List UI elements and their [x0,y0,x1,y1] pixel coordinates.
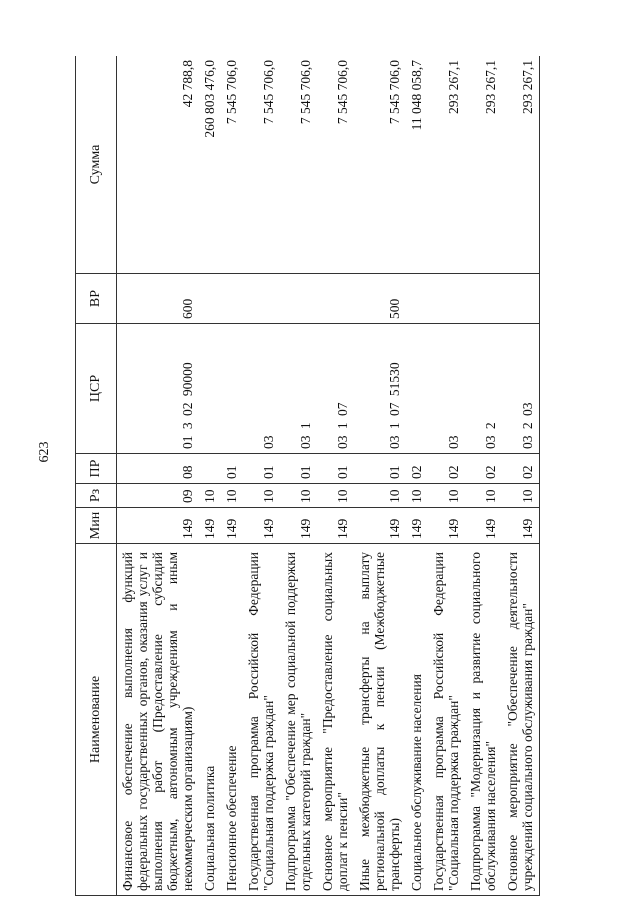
cell-vr [428,274,465,324]
cell-rz: 10 [317,484,354,508]
cell-name: Подпрограмма "Обеспечение мер социальной поддержки отдельных категорий граждан" [280,544,317,896]
cell-sum: 7 545 706,0 [317,56,354,274]
cell-min: 149 [221,508,243,544]
cell-name: Основное мероприятие "Обеспечение деятельности учреждений социального обслуживания граждан" [502,544,540,896]
table-header-row [76,56,117,896]
cell-pr: 02 [465,454,502,484]
cell-csr [199,324,221,454]
cell-vr [221,274,243,324]
cell-vr [406,274,428,324]
cell-csr: 03 1 07 [317,324,354,454]
cell-min: 149 [502,508,540,544]
table-row [465,56,502,896]
cell-vr: 600 [117,274,200,324]
cell-rz: 10 [280,484,317,508]
table-body [117,56,540,896]
cell-rz: 10 [428,484,465,508]
cell-rz: 10 [406,484,428,508]
cell-name: Социальное обслуживание населения [406,544,428,896]
cell-pr: 01 [243,454,280,484]
cell-min: 149 [428,508,465,544]
rotated-page [75,56,585,896]
cell-pr: 08 [117,454,200,484]
table-row [317,56,354,896]
cell-name: Подпрограмма "Модернизация и развитие социального обслуживания населения" [465,544,502,896]
cell-vr [317,274,354,324]
cell-rz: 10 [354,484,406,508]
cell-sum: 42 788,8 [117,56,200,274]
cell-vr [199,274,221,324]
cell-min: 149 [280,508,317,544]
header-vr: ВР [76,274,117,324]
cell-min: 149 [243,508,280,544]
cell-vr [502,274,540,324]
cell-pr: 01 [354,454,406,484]
table-row [243,56,280,896]
cell-min: 149 [317,508,354,544]
cell-rz: 09 [117,484,200,508]
cell-name: Иные межбюджетные трансферты на выплату региональной доплаты к пенсии (Межбюджетные трансферты) [354,544,406,896]
cell-sum: 7 545 706,0 [243,56,280,274]
cell-name: Государственная программа Российской Федерации "Социальная поддержка граждан" [243,544,280,896]
cell-name: Финансовое обеспечение выполнения функций федеральных государственных органов, оказания услуг и выполнения работ (Предоставление субсидий бюджетным, автономным учреждениям и иным некоммерческим организациям) [117,544,200,896]
page-number: 623 [37,441,52,463]
table-row [221,56,243,896]
cell-name: Пенсионное обеспечение [221,544,243,896]
table-row [199,56,221,896]
cell-csr: 03 [243,324,280,454]
cell-pr: 01 [280,454,317,484]
table-row [406,56,428,896]
cell-sum: 11 048 058,7 [406,56,428,274]
cell-sum: 293 267,1 [465,56,502,274]
cell-csr: 03 1 [280,324,317,454]
cell-name: Социальная политика [199,544,221,896]
cell-csr: 01 3 02 90000 [117,324,200,454]
cell-csr: 03 [428,324,465,454]
header-min: Мин [76,508,117,544]
cell-pr: 02 [502,454,540,484]
cell-rz: 10 [243,484,280,508]
cell-pr [199,454,221,484]
cell-rz: 10 [221,484,243,508]
cell-rz: 10 [199,484,221,508]
cell-sum: 7 545 706,0 [354,56,406,274]
cell-sum: 7 545 706,0 [221,56,243,274]
table-row [428,56,465,896]
table-row [117,56,200,896]
table-row [354,56,406,896]
cell-sum: 260 803 476,0 [199,56,221,274]
cell-vr [280,274,317,324]
cell-sum: 293 267,1 [502,56,540,274]
cell-csr: 03 2 03 [502,324,540,454]
cell-sum: 293 267,1 [428,56,465,274]
header-csr: ЦСР [76,324,117,454]
header-sum: Сумма [76,56,117,274]
budget-table-container [75,56,585,896]
table-row [502,56,540,896]
cell-rz: 10 [465,484,502,508]
cell-name: Государственная программа Российской Федерации "Социальная поддержка граждан" [428,544,465,896]
cell-pr: 01 [317,454,354,484]
table-row [280,56,317,896]
header-pr: ПР [76,454,117,484]
cell-pr: 02 [428,454,465,484]
cell-csr: 03 2 [465,324,502,454]
cell-csr: 03 1 07 51530 [354,324,406,454]
cell-sum: 7 545 706,0 [280,56,317,274]
cell-min: 149 [117,508,200,544]
cell-name: Основное мероприятие "Предоставление социальных доплат к пенсии" [317,544,354,896]
cell-min: 149 [199,508,221,544]
header-name: Наименование [76,544,117,896]
cell-pr: 01 [221,454,243,484]
header-rz: Рз [76,484,117,508]
budget-table [75,56,540,896]
cell-vr [243,274,280,324]
cell-min: 149 [406,508,428,544]
cell-csr [221,324,243,454]
cell-vr [465,274,502,324]
cell-vr: 500 [354,274,406,324]
cell-rz: 10 [502,484,540,508]
cell-pr: 02 [406,454,428,484]
cell-csr [406,324,428,454]
cell-min: 149 [354,508,406,544]
cell-min: 149 [465,508,502,544]
